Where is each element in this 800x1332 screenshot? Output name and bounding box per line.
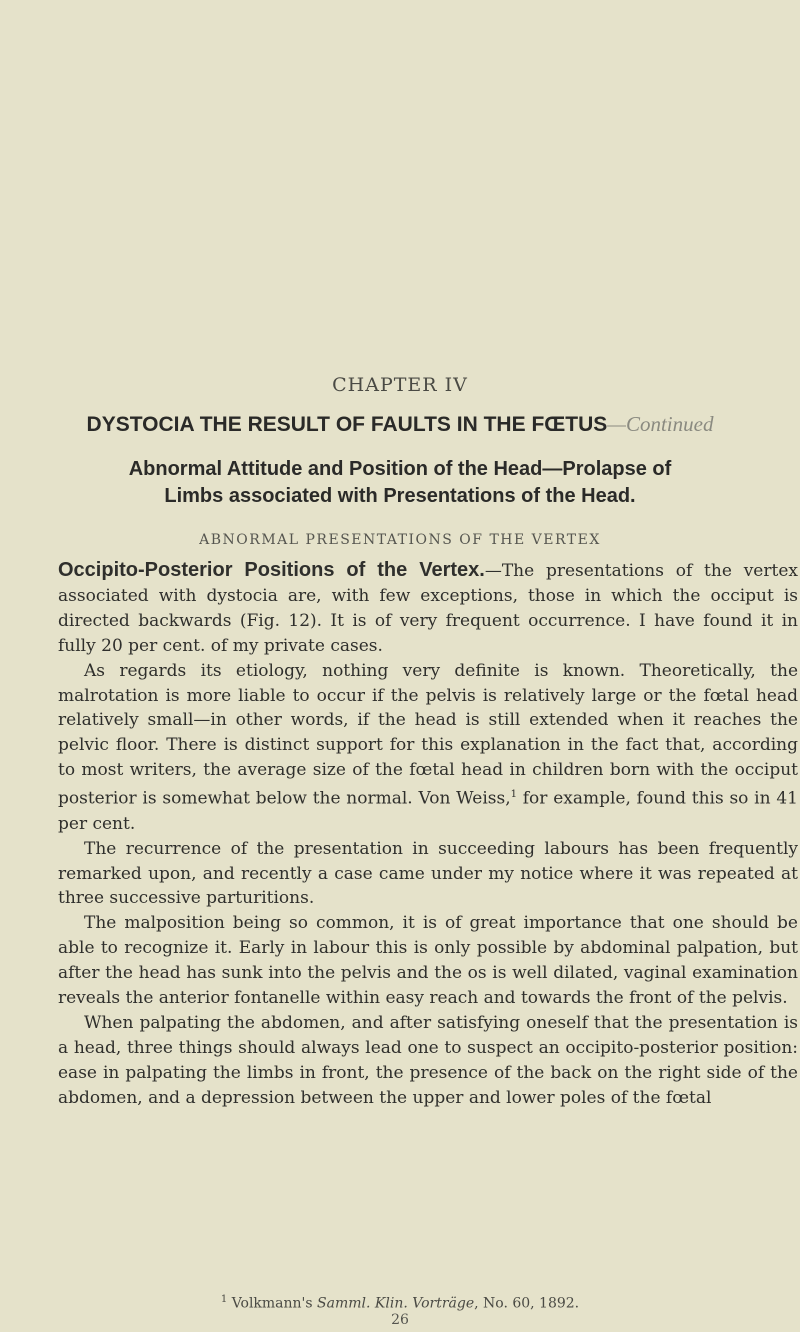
subtitle-line-1: Abnormal Attitude and Position of the Head—Prolapse of: [128, 458, 672, 480]
paragraph-2: [58, 659, 798, 837]
chapter-label: CHAPTER IV: [332, 374, 468, 396]
chapter-title: [0, 412, 800, 437]
paragraph-4: The malposition being so common, it is of great importance that one should be able to recognize it. Early in labour this is only possible by abdominal palpation, but after the head has sunk into the pelvis and the os is well dilated, vaginal examination reveals the anterior fontanelle within easy reach and towards the front of the pelvis.: [58, 913, 798, 1009]
paragraph-1-text: —The presentations of the vertex associated with dystocia are, with few exceptions, those in which the occiput is directed backwards (Fig. 12). It is of very frequent occurrence. I have found it in fully 20 per cent. of my private cases.: [58, 561, 798, 656]
footnote-ref: , No. 60, 1892.: [474, 1295, 580, 1312]
page-number: 26: [391, 1312, 409, 1328]
paragraph-2-text-b: for example, found this so in 41 per cent.: [58, 788, 798, 834]
chapter-subtitle: [0, 456, 800, 510]
paragraph-1-lead: Occipito-Posterior Positions of the Vertex.: [58, 559, 485, 581]
subtitle-line-2: Limbs associated with Presentations of the Head.: [164, 485, 636, 507]
footnote: [0, 1294, 800, 1312]
footnote-reference-mark: 1: [510, 789, 517, 801]
footnote-author: Volkmann's: [231, 1295, 313, 1312]
paragraph-3: The recurrence of the presentation in succeeding labours has been frequently remarked upon, and recently a case came under my notice where it was repeated at three successive parturitions.: [58, 838, 798, 909]
footnote-source: Samml. Klin. Vorträge: [317, 1295, 475, 1312]
paragraph-1: [58, 558, 798, 659]
section-heading: ABNORMAL PRESENTATIONS OF THE VERTEX: [199, 532, 601, 548]
chapter-title-text: DYSTOCIA THE RESULT OF FAULTS IN THE FŒTUS: [86, 413, 608, 436]
paragraph-2-text-a: As regards its etiology, nothing very definite is known. Theoretically, the malrotation is more liable to occur if the pelvis is relatively large or the fœtal head relatively small—in other words, if the head is still extended when it reaches the pelvic floor. There is distinct support for this explanation in the fact that, according to most writers, the average size of the fœtal head in children born with the occiput posterior is somewhat below the normal. Von Weiss,: [58, 660, 798, 809]
body-text: [58, 558, 798, 1111]
footnote-mark: 1: [220, 1294, 228, 1305]
chapter-title-continued: —Continued: [607, 412, 714, 436]
paragraph-5: When palpating the abdomen, and after satisfying oneself that the presentation is a head, three things should always lead one to suspect an occipito-posterior position: ease in palpating the limbs in front, the presence of the back on the right side of the abdomen, and a depression between the upper and lower poles of the fœtal: [58, 1012, 798, 1108]
